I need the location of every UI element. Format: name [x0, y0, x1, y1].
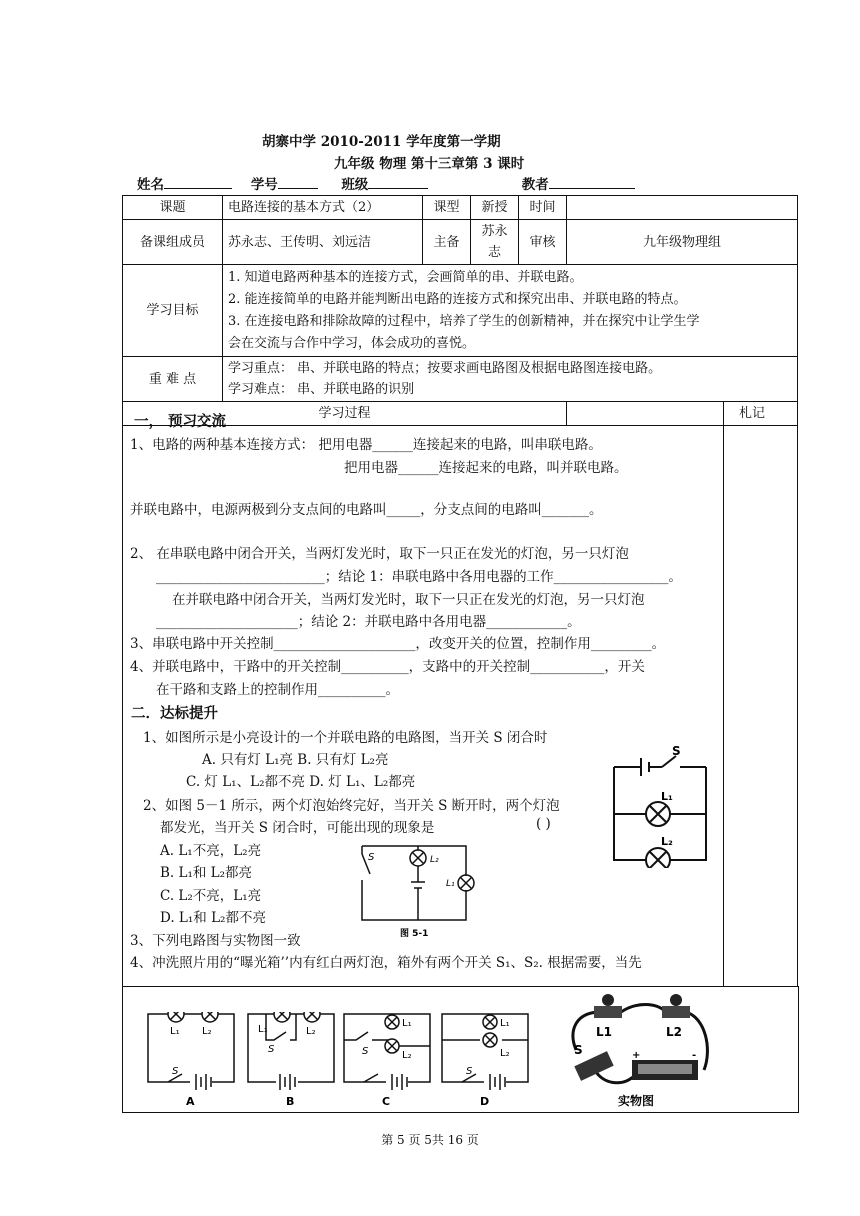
key-point-1: 学习重点： 串、并联电路的特点；按要求画电路图及根据电路图连接电路。: [228, 361, 662, 376]
q1-line-c: 并联电路中，电源两极到分支点间的电路叫_____，分支点间的电路叫_______。: [130, 502, 603, 518]
s2-q2-option-c: C. L₂不亮，L₁亮: [160, 888, 262, 904]
lead-value: 苏永志: [471, 220, 519, 265]
circuit-option-a: [146, 1012, 238, 1107]
notes-column: [722, 402, 798, 987]
notes-label: 札记: [738, 406, 765, 421]
q1-line-b: 把用电器______连接起来的电路，叫并联电路。: [344, 460, 628, 476]
s2-q2-option-b: B. L₁和 L₂都亮: [160, 865, 253, 881]
s2-q2-answer-paren[interactable]: ( ): [536, 816, 551, 832]
name-blank[interactable]: [164, 175, 232, 189]
goal-3b: 会在交流与合作中学习，体会成功的喜悦。: [228, 335, 476, 351]
b-l2-label: L₂: [306, 1026, 316, 1037]
real-l1-label: L1: [596, 1025, 612, 1039]
topic-value: 电路连接的基本方式（2）: [223, 196, 423, 220]
real-plus-label: +: [632, 1050, 641, 1061]
circuit-option-b: [246, 1012, 338, 1107]
real-l2-label: L2: [666, 1025, 682, 1039]
fig51-l1-label: L₁: [446, 879, 455, 889]
c-l1-label: L₁: [402, 1018, 412, 1029]
s2-q2-line-a: 2、如图 5－1 所示，两个灯泡始终完好，当开关 S 断开时，两个灯泡: [143, 798, 560, 814]
review-value: 九年级物理组: [567, 220, 798, 265]
school-title: 胡寨中学 2010-2011 学年度第一学期: [262, 134, 501, 150]
s2-q1: 1、如图所示是小亮设计的一个并联电路的电路图，当开关 S 闭合时: [143, 730, 548, 746]
teacher-label: 教者: [521, 177, 549, 193]
q2-line-d: _____________________；结论 2：并联电路中各用电器____________。: [156, 614, 581, 630]
fig51-l2-label: L₂: [430, 855, 439, 865]
student-info-row: [137, 173, 635, 193]
review-label: 审核: [519, 220, 567, 265]
option-a-label: A: [186, 1095, 195, 1107]
real-switch-label: S: [574, 1043, 583, 1057]
page-footer: 第 5 页 5共 16 页: [381, 1133, 479, 1147]
key-points-cell: [223, 357, 798, 402]
id-label: 学号: [250, 177, 278, 193]
goal-3a: 3. 在连接电路和排除故障的过程中，培养了学生的创新精神，并在探究中让学生学: [228, 313, 700, 329]
d-l1-label: L₁: [500, 1018, 510, 1029]
goals-cell: [223, 265, 798, 357]
process-header: 学习过程: [123, 402, 567, 426]
real-circuit-caption: 实物图: [618, 1094, 655, 1108]
fig51-caption: 图 5-1: [400, 929, 429, 938]
s2-q2-option-d: D. L₁和 L₂都不亮: [160, 910, 266, 926]
s2-q3: 3、下列电路图与实物图一致: [130, 933, 301, 949]
q1-circuit-diagram: [606, 738, 716, 868]
option-c-label: C: [382, 1095, 391, 1107]
d-l2-label: L₂: [500, 1048, 510, 1059]
a-l2-label: L₂: [202, 1026, 212, 1037]
c-l2-label: L₂: [402, 1050, 412, 1061]
c-switch-label: S: [362, 1046, 369, 1057]
key-point-2: 学习难点： 串、并联电路的识别: [228, 382, 415, 397]
option-b-label: B: [286, 1095, 295, 1107]
q2-line-a: 2、 在串联电路中闭合开关，当两灯发光时，取下一只正在发光的灯泡，另一只灯泡: [130, 546, 629, 562]
circuit-option-c: [342, 1012, 434, 1107]
lead-label: 主备: [423, 220, 471, 265]
q2-line-c: 在并联电路中闭合开关，当两灯发光时，取下一只正在发光的灯泡，另一只灯泡: [172, 592, 645, 608]
s2-q2-option-a: A. L₁不亮，L₂亮: [160, 843, 262, 859]
a-switch-label: S: [172, 1066, 179, 1077]
q2-line-b: _________________________；结论 1：串联电路中各用电器的工作_________________。: [156, 569, 682, 585]
goal-1: 1. 知道电路两种基本的连接方式，会画简单的串、并联电路。: [228, 269, 583, 285]
fig51-switch-label: S: [368, 852, 375, 863]
b-switch-label: S: [268, 1044, 275, 1055]
time-value: [567, 196, 798, 220]
s2-q2-line-b: 都发光，当开关 S 闭合时，可能出现的现象是: [160, 820, 435, 836]
topic-label: 课题: [123, 196, 223, 220]
name-label: 姓名: [137, 177, 164, 193]
real-circuit-picture: [566, 990, 716, 1110]
d-switch-label: S: [466, 1066, 473, 1077]
members-label: 备课组成员: [123, 220, 223, 265]
b-l1-label: L₁: [258, 1024, 268, 1035]
q1-switch-label: S: [672, 744, 681, 758]
q3-line: 3、串联电路中开关控制_____________________，改变开关的位置，控制作用_________。: [130, 636, 666, 652]
class-label: 班级: [341, 177, 369, 193]
real-minus-label: -: [692, 1050, 697, 1061]
course-title: 九年级 物理 第十三章第 3 课时: [334, 156, 525, 172]
q1-line-a: 1、电路的两种基本连接方式： 把用电器______连接起来的电路，叫串联电路。: [130, 437, 602, 453]
section2-heading: 二．达标提升: [131, 705, 218, 722]
teacher-blank[interactable]: [549, 175, 635, 189]
type-value: 新授: [471, 196, 519, 220]
section1-heading: 一， 预习交流: [134, 413, 227, 430]
goal-2: 2. 能连接简单的电路并能判断出电路的连接方式和探究出串、并联电路的特点。: [228, 291, 687, 307]
option-d-label: D: [480, 1095, 490, 1107]
a-l1-label: L₁: [170, 1026, 180, 1037]
lesson-info-table: [122, 195, 798, 426]
s2-q4: 4、冲洗照片用的“曝光箱’’内有红白两灯泡，箱外有两个开关 S₁、S₂. 根据需要，当先: [130, 955, 642, 971]
members-value: 苏永志、王传明、刘远洁: [223, 220, 423, 265]
time-label: 时间: [519, 196, 567, 220]
goals-label: 学习目标: [123, 265, 223, 357]
q4-line-a: 4、并联电路中，干路中的开关控制__________，支路中的开关控制___________，开关: [130, 659, 645, 675]
key-points-label: 重 难 点: [123, 357, 223, 402]
type-label: 课型: [423, 196, 471, 220]
q1-l1-label: L₁: [661, 790, 673, 803]
figure-5-1-diagram: [348, 838, 488, 938]
q1-l2-label: L₂: [661, 835, 673, 848]
q4-line-b: 在干路和支路上的控制作用__________。: [156, 682, 399, 698]
circuit-option-d: [440, 1012, 532, 1107]
s2-q1-options-ab: A. 只有灯 L₁亮 B. 只有灯 L₂亮: [202, 752, 389, 768]
class-blank[interactable]: [368, 175, 428, 189]
s2-q1-options-cd: C. 灯 L₁、L₂都不亮 D. 灯 L₁、L₂都亮: [186, 774, 416, 790]
id-blank[interactable]: [278, 175, 318, 189]
